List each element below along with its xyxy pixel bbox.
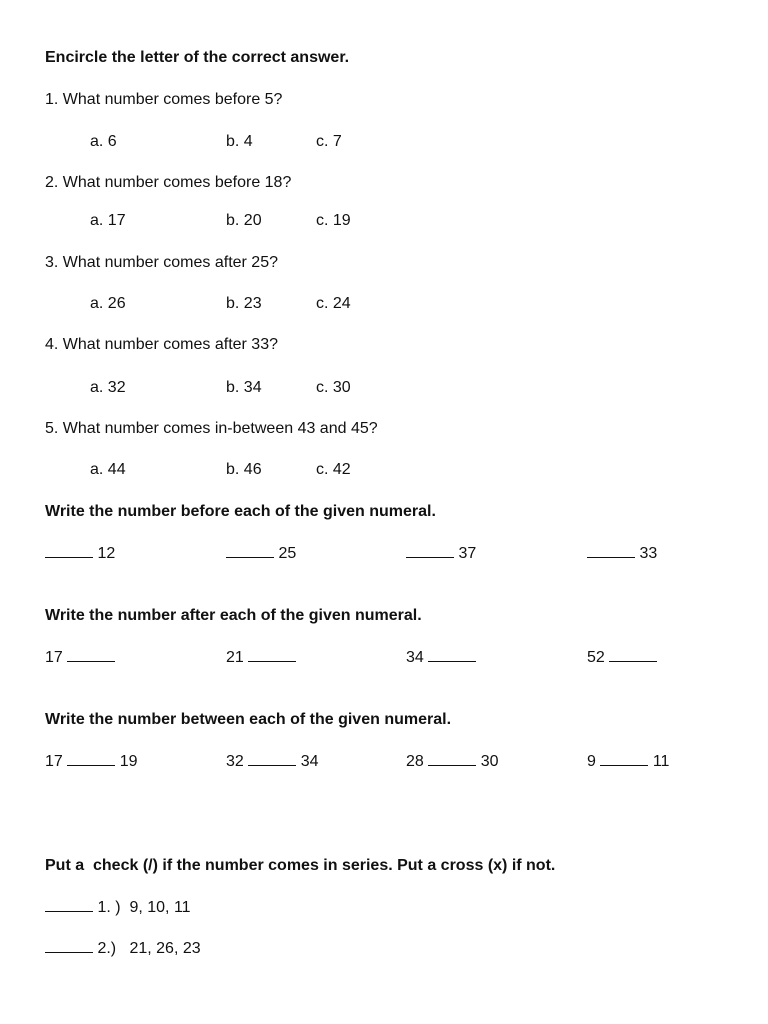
answer-blank[interactable] bbox=[45, 898, 93, 912]
before-item-3-number: 37 bbox=[458, 545, 477, 562]
answer-blank[interactable] bbox=[428, 752, 476, 766]
after-item-3 bbox=[406, 648, 476, 668]
answer-blank[interactable] bbox=[609, 648, 657, 662]
after-item-1 bbox=[45, 648, 115, 668]
series-item-2-values: 21, 26, 23 bbox=[129, 940, 201, 957]
answer-blank[interactable] bbox=[428, 648, 476, 662]
q2-choice-c[interactable]: c. 19 bbox=[316, 212, 351, 229]
between-item-4-right: 11 bbox=[652, 753, 670, 770]
q4-choice-b[interactable]: b. 34 bbox=[226, 379, 262, 396]
before-item-4 bbox=[587, 544, 657, 564]
question-4: 4. What number comes after 33? bbox=[45, 336, 278, 353]
q3-choice-b[interactable]: b. 23 bbox=[226, 295, 262, 312]
q4-choice-a[interactable]: a. 32 bbox=[90, 379, 126, 396]
after-item-4-number: 52 bbox=[587, 649, 605, 666]
between-item-2-left: 32 bbox=[226, 753, 244, 770]
series-item-2 bbox=[45, 939, 201, 959]
between-item-2-right: 34 bbox=[300, 753, 319, 770]
between-item-4-left: 9 bbox=[587, 753, 596, 770]
series-item-1-label: 1. ) bbox=[97, 899, 121, 916]
question-1: 1. What number comes before 5? bbox=[45, 91, 283, 108]
q1-choice-b[interactable]: b. 4 bbox=[226, 133, 253, 150]
before-item-3 bbox=[406, 544, 476, 564]
q3-choice-c[interactable]: c. 24 bbox=[316, 295, 351, 312]
section-2-heading: Write the number before each of the given numeral. bbox=[45, 503, 436, 520]
before-item-4-number: 33 bbox=[639, 545, 658, 562]
section-5-heading: Put a check (/) if the number comes in series. Put a cross (x) if not. bbox=[45, 857, 556, 874]
q2-choice-a[interactable]: a. 17 bbox=[90, 212, 126, 229]
answer-blank[interactable] bbox=[248, 752, 296, 766]
series-item-1-values: 9, 10, 11 bbox=[129, 899, 191, 916]
section-4-heading: Write the number between each of the given numeral. bbox=[45, 711, 452, 728]
q5-choice-a[interactable]: a. 44 bbox=[90, 461, 126, 478]
q4-choice-c[interactable]: c. 30 bbox=[316, 379, 351, 396]
after-item-4 bbox=[587, 648, 657, 668]
between-item-1 bbox=[45, 752, 138, 772]
before-item-1-number: 12 bbox=[97, 545, 116, 562]
after-item-3-number: 34 bbox=[406, 649, 424, 666]
after-item-1-number: 17 bbox=[45, 649, 63, 666]
between-item-1-right: 19 bbox=[119, 753, 138, 770]
answer-blank[interactable] bbox=[45, 939, 93, 953]
series-item-2-label: 2.) bbox=[97, 940, 117, 957]
question-5: 5. What number comes in-between 43 and 45? bbox=[45, 420, 378, 437]
q3-choice-a[interactable]: a. 26 bbox=[90, 295, 126, 312]
between-item-3-right: 30 bbox=[480, 753, 499, 770]
between-item-4 bbox=[587, 752, 669, 772]
q5-choice-c[interactable]: c. 42 bbox=[316, 461, 351, 478]
series-item-1 bbox=[45, 898, 191, 918]
question-3: 3. What number comes after 25? bbox=[45, 254, 278, 271]
question-2: 2. What number comes before 18? bbox=[45, 174, 292, 191]
q1-choice-a[interactable]: a. 6 bbox=[90, 133, 117, 150]
between-item-3 bbox=[406, 752, 499, 772]
answer-blank[interactable] bbox=[248, 648, 296, 662]
before-item-1 bbox=[45, 544, 115, 564]
section-1-heading: Encircle the letter of the correct answer. bbox=[45, 49, 350, 66]
before-item-2-number: 25 bbox=[278, 545, 297, 562]
q5-choice-b[interactable]: b. 46 bbox=[226, 461, 262, 478]
answer-blank[interactable] bbox=[226, 544, 274, 558]
before-item-2 bbox=[226, 544, 296, 564]
answer-blank[interactable] bbox=[67, 752, 115, 766]
between-item-2 bbox=[226, 752, 319, 772]
answer-blank[interactable] bbox=[587, 544, 635, 558]
answer-blank[interactable] bbox=[600, 752, 648, 766]
answer-blank[interactable] bbox=[45, 544, 93, 558]
q1-choice-c[interactable]: c. 7 bbox=[316, 133, 342, 150]
between-item-1-left: 17 bbox=[45, 753, 63, 770]
section-3-heading: Write the number after each of the given numeral. bbox=[45, 607, 422, 624]
after-item-2 bbox=[226, 648, 296, 668]
answer-blank[interactable] bbox=[406, 544, 454, 558]
between-item-3-left: 28 bbox=[406, 753, 424, 770]
answer-blank[interactable] bbox=[67, 648, 115, 662]
after-item-2-number: 21 bbox=[226, 649, 244, 666]
q2-choice-b[interactable]: b. 20 bbox=[226, 212, 262, 229]
